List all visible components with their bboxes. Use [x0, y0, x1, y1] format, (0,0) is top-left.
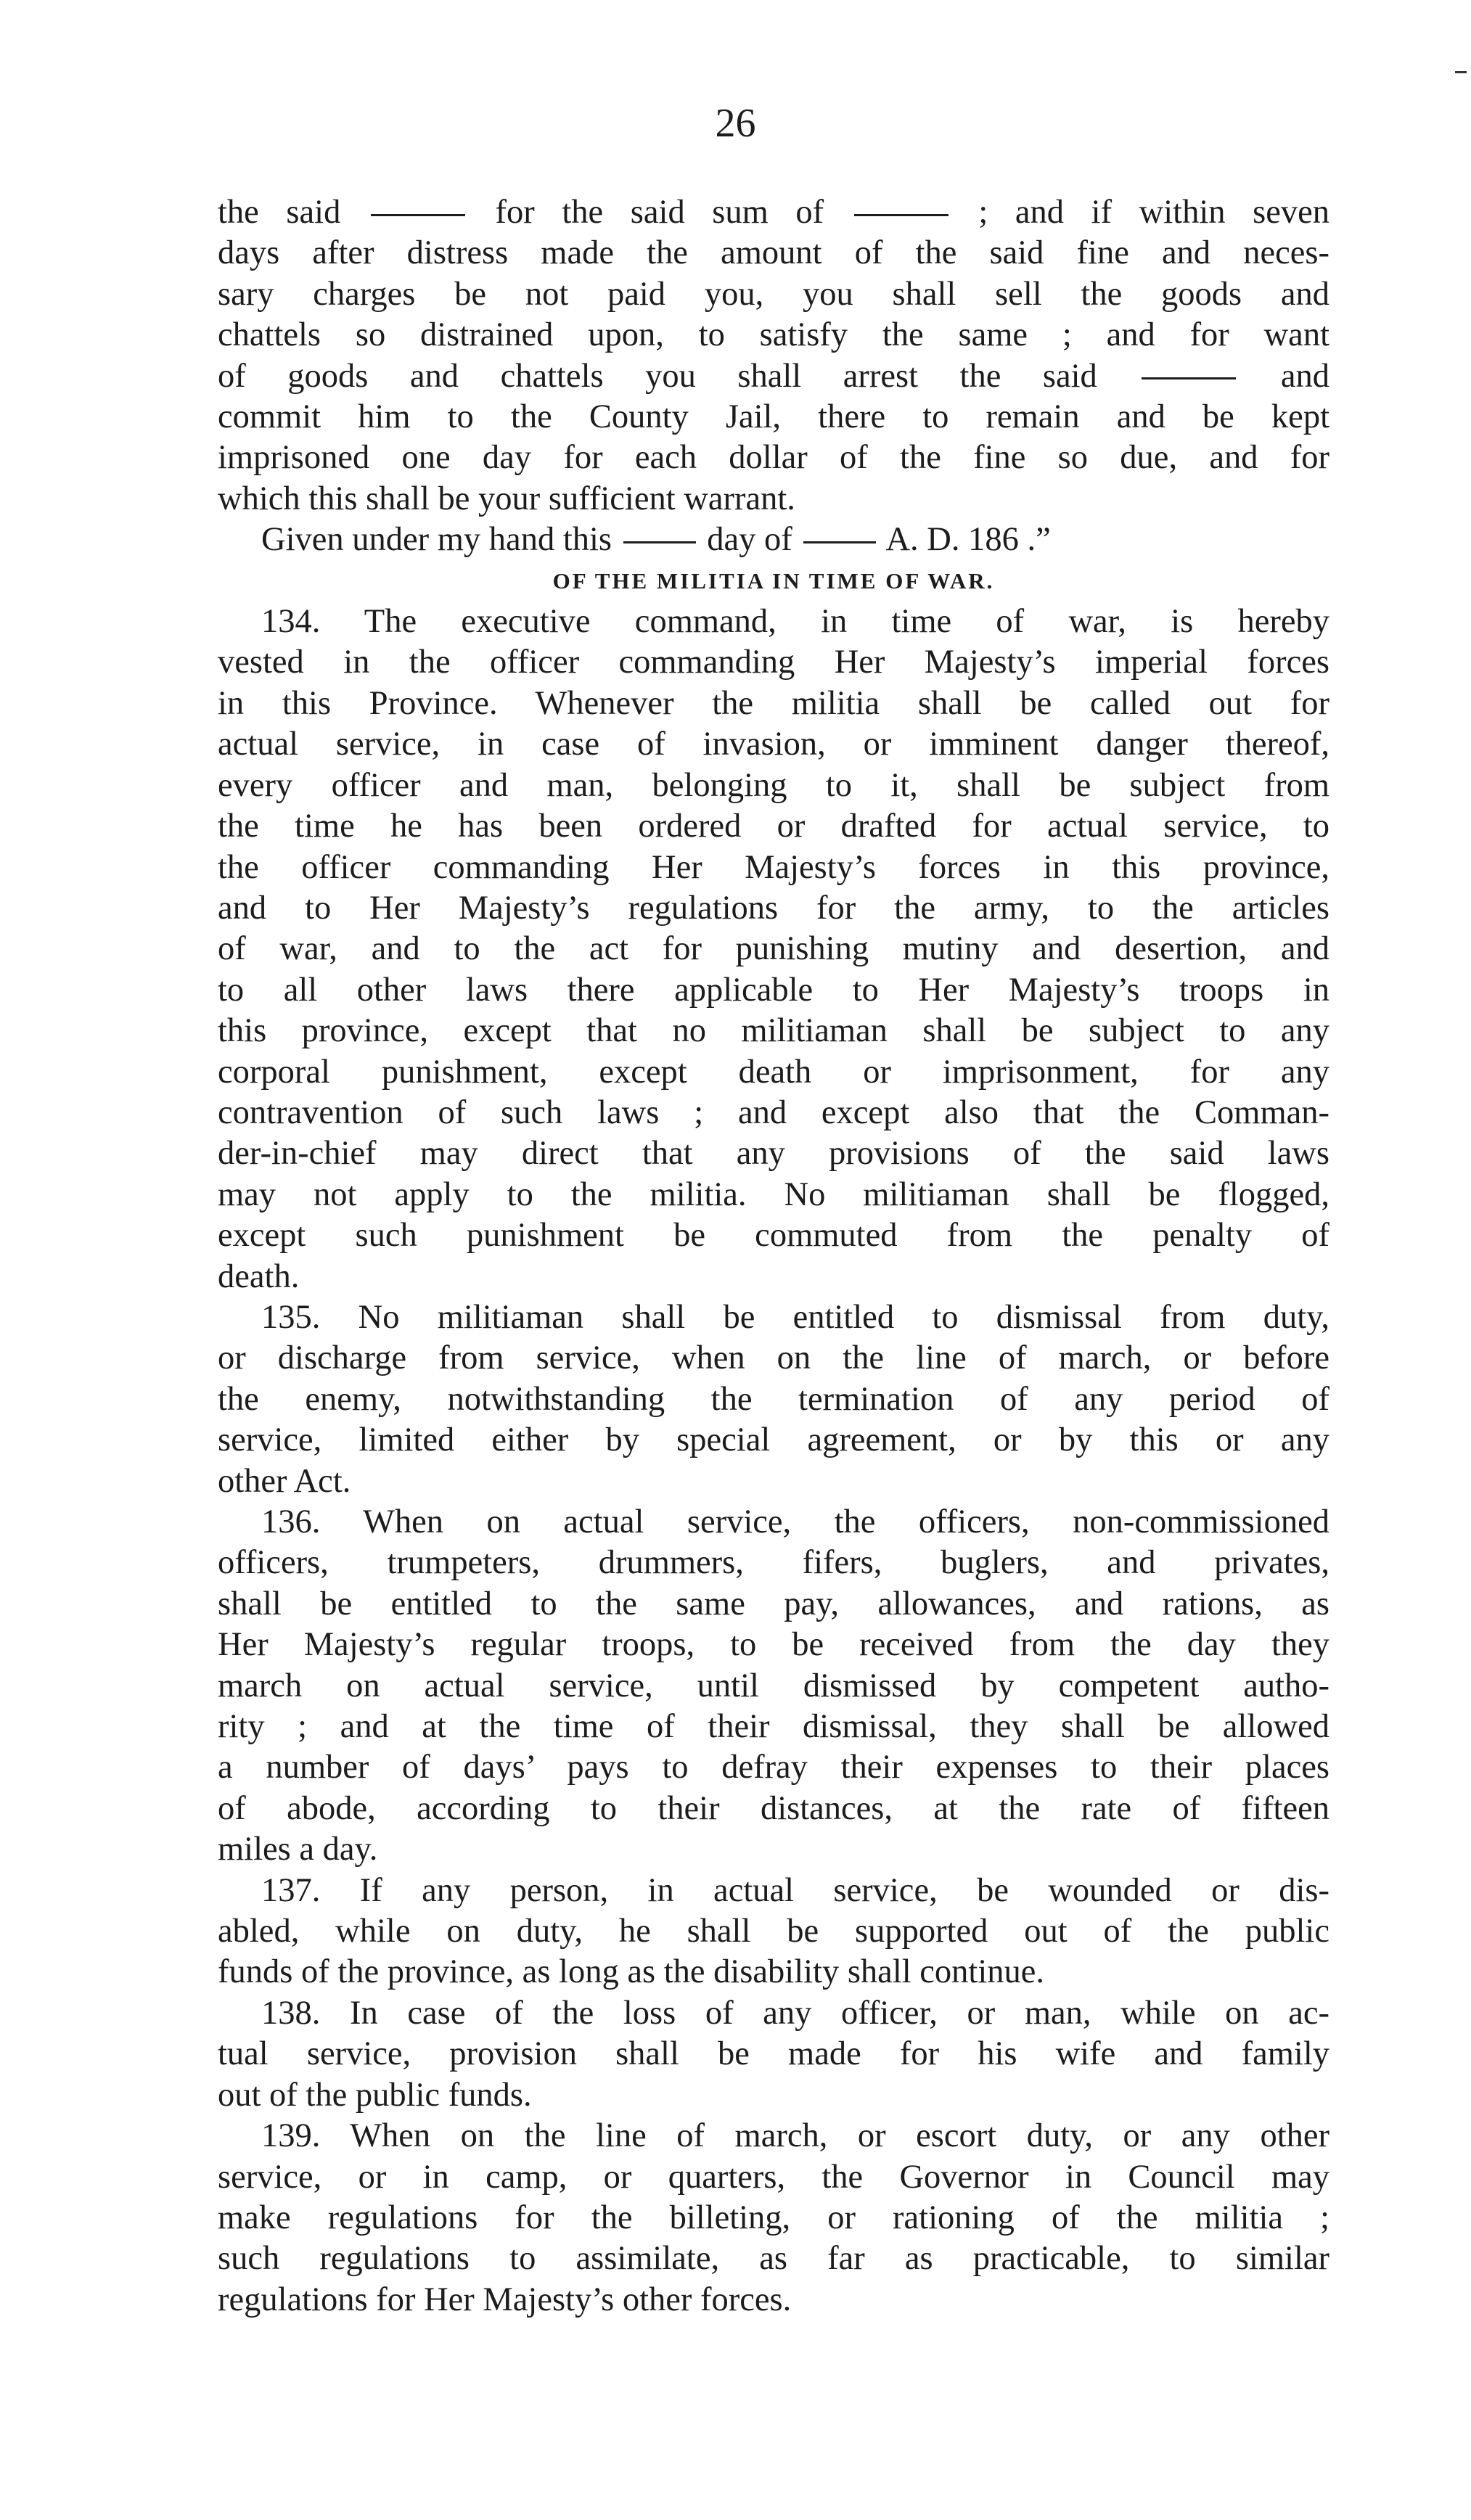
text-line	[218, 356, 1329, 397]
text-line: other Act.	[218, 1462, 351, 1500]
text-line: imprisoned one day for each dollar of the fine so due, and for	[218, 439, 1329, 477]
text-line: Her Majesty’s regular troops, to be received from the day they	[218, 1626, 1329, 1664]
blank-line-dash	[623, 541, 696, 543]
text-line: to all other laws there applicable to Her Majesty’s troops in	[218, 971, 1329, 1009]
text-line: such regulations to assimilate, as far as practicable, to similar	[218, 2240, 1329, 2278]
text-line: make regulations for the billeting, or rationing of the militia ;	[218, 2199, 1329, 2236]
blank-line-dash	[1142, 377, 1236, 379]
text-line: the enemy, notwithstanding the termination of any period of	[218, 1380, 1329, 1418]
text-line	[218, 520, 1329, 560]
text-line: funds of the province, as long as the disability shall continue.	[218, 1953, 1045, 1991]
text-line: 137. If any person, in actual service, be wounded or dis-	[261, 1871, 1329, 1909]
text-line: in this Province. Whenever the militia shall be called out for	[218, 684, 1329, 722]
text-line: out of the public funds.	[218, 2076, 532, 2114]
text-line: or discharge from service, when on the line of march, or before	[218, 1339, 1329, 1377]
text-line: corporal punishment, except death or imprisonment, for any	[218, 1053, 1329, 1091]
text-line: except such punishment be commuted from the penalty of	[218, 1217, 1329, 1255]
text-line: service, limited either by special agreement, or by this or any	[218, 1421, 1329, 1459]
text-line: a number of days’ pays to defray their expenses to their places	[218, 1749, 1329, 1786]
text-line: days after distress made the amount of the said fine and neces-	[218, 234, 1329, 272]
text-line: 138. In case of the loss of any officer, or man, while on ac-	[261, 1994, 1329, 2032]
text-line: commit him to the County Jail, there to remain and be kept	[218, 398, 1329, 436]
text-line: vested in the officer commanding Her Majesty’s imperial forces	[218, 644, 1329, 681]
text-line: may not apply to the militia. No militiaman shall be flogged,	[218, 1175, 1329, 1213]
text-line: this province, except that no militiaman shall be subject to any	[218, 1012, 1329, 1050]
text-line	[218, 192, 1329, 233]
text-fragment: A. D. 186 .”	[879, 521, 1051, 559]
text-line: actual service, in case of invasion, or imminent danger thereof,	[218, 726, 1329, 763]
text-line: contravention of such laws ; and except also that the Comman-	[218, 1093, 1329, 1131]
text-line: the time he has been ordered or drafted for actual service, to	[218, 808, 1329, 845]
text-fragment: and	[1239, 357, 1329, 395]
text-fragment: of goods and chattels you shall arrest the said	[218, 357, 1139, 395]
text-line: of abode, according to their distances, at the rate of fifteen	[218, 1789, 1329, 1827]
blank-line-dash	[854, 214, 948, 216]
text-fragment: for the said sum of	[467, 194, 851, 231]
text-fragment: day of	[698, 521, 801, 559]
text-line: 136. When on actual service, the officers, non-commissioned	[261, 1503, 1329, 1540]
text-line: death.	[218, 1257, 300, 1295]
text-line: abled, while on duty, he shall be supported out of the public	[218, 1913, 1329, 1950]
text-line: rity ; and at the time of their dismissal, they shall be allowed	[218, 1708, 1329, 1746]
text-fragment: Given under my hand this	[261, 521, 620, 559]
text-line: der-in-chief may direct that any provisions of the said laws	[218, 1135, 1329, 1173]
text-fragment: the said	[218, 194, 368, 231]
text-line: tual service, provision shall be made for his wife and family	[218, 2035, 1329, 2073]
text-line: 139. When on the line of march, or escort duty, or any other	[261, 2117, 1329, 2155]
text-line: chattels so distrained upon, to satisfy the same ; and for want	[218, 316, 1329, 354]
text-line: shall be entitled to the same pay, allowances, and rations, as	[218, 1585, 1329, 1622]
body-text	[218, 192, 1329, 2320]
text-line: 135. No militiaman shall be entitled to dismissal from duty,	[261, 1298, 1329, 1336]
text-line: sary charges be not paid you, you shall sell the goods and	[218, 275, 1329, 313]
text-line: service, or in camp, or quarters, the Governor in Council may	[218, 2158, 1329, 2196]
text-line: and to Her Majesty’s regulations for the army, to the articles	[218, 889, 1329, 927]
page-edge-mark	[1455, 71, 1467, 73]
text-line: every officer and man, belonging to it, shall be subject from	[218, 766, 1329, 804]
blank-line-dash	[371, 214, 465, 216]
text-line: miles a day.	[218, 1831, 378, 1868]
text-line: the officer commanding Her Majesty’s forces in this province,	[218, 848, 1329, 886]
text-line: march on actual service, until dismissed by competent autho-	[218, 1667, 1329, 1704]
text-line: 134. The executive command, in time of war, is hereby	[261, 603, 1329, 641]
page-number: 26	[715, 101, 756, 146]
text-line: which this shall be your sufficient warrant.	[218, 480, 795, 517]
section-heading: OF THE MILITIA IN TIME OF WAR.	[552, 567, 995, 594]
text-line: of war, and to the act for punishing mutiny and desertion, and	[218, 930, 1329, 968]
text-line: regulations for Her Majesty’s other forces.	[218, 2281, 792, 2318]
text-line: officers, trumpeters, drummers, fifers, buglers, and privates,	[218, 1544, 1329, 1582]
text-fragment: ; and if within seven	[951, 194, 1329, 231]
blank-line-dash	[803, 541, 876, 543]
